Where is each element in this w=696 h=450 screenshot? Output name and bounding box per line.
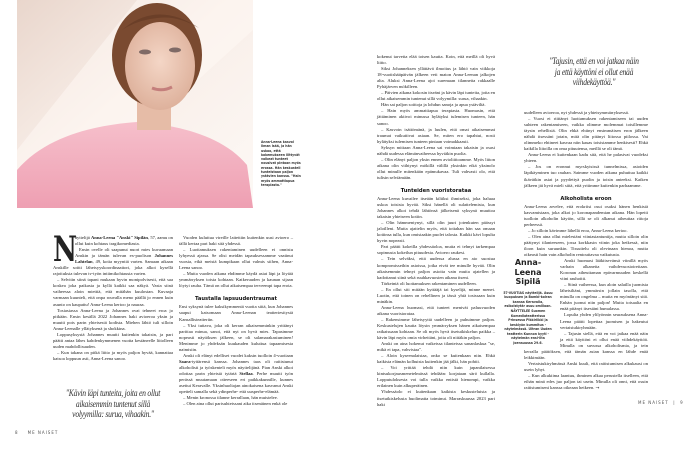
section-heading: Taustalla lapsuudentraumat: [194, 296, 277, 303]
paragraph: – Siinä vaiheessa, kun aloin salailla juomista läheisiltäni, ymmärsin jollain tasolla, että minulla on ongelma – mutta en myöntänyt sitä. Enhän juonut niin paljon! Mutta toisaalta en enää pitänyt itsestäni humalassa.: [560, 282, 648, 312]
profile-sidebar: [502, 258, 554, 346]
paragraph: Lopulta yhden ylilyönnin seurauksena Anna-Leena päätti lopettaa juomisen ja hakeutui vertaistukiryhmään.: [560, 312, 648, 330]
paragraph: – Jos on eronnut myrskyisissä tunnelmissa, asioiden läpikäyminen tuo rauhan. Saimme vuoden aikana puhuttua kaikki ikävätkin asiat ja pyydettyä puolin ja toisin anteeksi. Kaiken jälkeen jäi hyvä mieli siitä, että yritimme kuitenkin parhaamme.: [524, 164, 648, 188]
intro-paragraph: N äyttelijä Anna-Leena "Anski" Sipilän, 57, aamu on ollut kuin kohtaus tragikomediasta.: [53, 229, 173, 270]
paragraph: – Olin elänyt paljon yksin ennen avioliittoamme. Myös liiton aikana olin viihtynyt mökillä välillä yksinkin eikä yksinolo ollut minulle mitenkään epämukavaa. Tuli vahvasti olo, että tulisin selviämään.: [377, 156, 495, 180]
drop-cap: N: [53, 229, 77, 270]
paragraph: Siksi Johanneksen yllättävä ilmoitus ja lähtö vain viikkoja 18-vuotishääpäivän jälkeen veti maton Anna-Leenan jalkojen alta. Aluksi Anna-Leena ajoi suremaan tilannetta rakkaalle Pyhäjärven mökilleen.: [377, 66, 495, 90]
paragraph: Yhdessäolo ei kuitenkaan kaikista keskusteluista ja itsetutkiskelusta huolimatta toiminut. Marraskuussa 2023 pari haki: [377, 389, 495, 407]
paragraph: – Luottamuksen rakentaminen uudelleen ei onnistu lyhyessä ajassa. Se olisi meidän tapauksessamme vaatinut vuosia, eikä meistä kumpikaan ollut valmis siihen, Anna-Leena sanoo.: [179, 247, 293, 271]
paragraph: – Selvitin siinä tapani mukaan hyvin monipolvisesti, että saa koskea joka paikasta ja kyllä kaikki saa näkyä. Vasta siinä vaiheessa aloin miettiä, että mitähän kuulostan. Kuvaaja varmaan kuunteli, että onpa rouvalla meno päällä jo ennen kuin asunto on kaupattu! Anna-Leena kertoo ja nauraa.: [53, 277, 173, 307]
paragraph: – Kasvoin isättömänä, ja luulen, että omat aikaisemmat traumat vaikuttivat asiaan. Se, miten ero tapahtui, nosti hylätyksi tulemisen tunteen pintaan voimakkaasti.: [377, 126, 495, 144]
paragraph: – Tajusin siellä, että en voi jatkaa enää näin ja että käyttöni ei ollut enää viihdekäyttöä. Minulla on suvussa alkoholismia, ja tein kerralla päätöksen, että tämän asian kanssa en lähde enää leikkimään.: [524, 330, 648, 360]
right-column-2: [503, 110, 648, 392]
paragraph: Tosiasiassa Anna-Leena ja Johannes ovat tehneet eroa jo pitkään. Ensin kesällä 2022 Johannes haki avioeroa yksin ja muutti pois parin yhteisestä kodista. Miehen lähtö tuli silloin Anna-Leenalle yllätyksenä ja shokkina.: [53, 307, 173, 331]
right-column-1: [377, 54, 495, 408]
paragraph: Anna-Leena arvelee, että erokriisi osui osaksi hänen henkistä kasvamistaan, joka alkoi jo koronapandemian aikana. Hän lopetti tuolloin alkoholin käytön, sillä se oli alkanut aiheuttaa riitoja perheessä.: [524, 203, 648, 227]
paragraph: Anski huomasi lääkitsevänsä viinillä myös varhain alkaneita vaihdevuosioireitaan. Koronan aiheuttaman epävarmuuden keskellä viini rauhoitti.: [560, 258, 648, 282]
left-column-2: [179, 235, 293, 407]
paragraph: – Aloin kyseenalaistaa, onko se kuitenkaan niin. Ehkä kaikista elämän kolhuista kuitenkin jää jälki, hän pohtii.: [377, 353, 495, 365]
portrait-photo: [17, 0, 253, 208]
pull-quote: "Kävin läpi tunteita, joita en ollut aikaisemmin tuntenut sillä volyymilla: surua, vihaakin.": [65, 388, 161, 419]
paragraph: – Kun alkukiima laantuu, ihminen alkaa perustella itselleen, että eihän minä edes juo paljon tai usein. Minulla oli onni, että osuin raitistumiseni kanssa oikeaan hetkeen. →: [524, 372, 648, 392]
paragraph: – Yksi tuttava, joka oli kerran aikaisemminkin yrittänyt parittaa minua, sanoi, että nyt on hyvä mies. Tapasimme nopeasti näytöksen jälkeen, se oli salamarakastuminen! Menimme jo yhdeksän kuukauden kuluttua tapaamisesta naimisiin.: [179, 322, 293, 352]
paragraph: – Olen aina ollut parisuhteissani aika itsenäinen enkä ole: [183, 401, 288, 407]
page-number: 8: [15, 430, 19, 435]
paragraph: kokenut tarvetta elää toisen kautta. Koin, että meillä oli hyvä liitto.: [377, 54, 495, 66]
paragraph: – Voi yrittää tehdä niin kuin japanilaisessa kintsukorjausmenetelmässä tehdään: korjataan särö kullalla. Lopputuloksesta voi tulla vaikka entistä hienompi, vaikka erilainen kuin alkuperäinen.: [377, 365, 495, 389]
paragraph: Pari päätti kokeilla yhdessäoloa, mutta ei tehnyt tarkempaa sopimusta kokeilun pituudesta. Avioero raukesi.: [377, 244, 495, 256]
paragraph: Vertaistukiryhmässä Anski kuuli, että raitistumisen alkukausi on usein lyhyt.: [524, 360, 648, 372]
page-folio: [15, 430, 58, 435]
paragraph: Anna-Leena ei kuitenkaan kadu sitä, että he palasivat vuodeksi yhteen.: [524, 152, 648, 164]
paragraph: – Hain myös ammattiapua terapiasta. Huomasin, että jättäminen aktivoi minussa hylätyksi tulemisen tunteen, hän sanoo.: [377, 108, 495, 126]
paragraph: – Päivien aikana kokosin itseäni ja kävin läpi tunteita, joita en ollut aikaisemmin tuntenut sillä volyymilla: surua, vihaakin.: [377, 90, 495, 102]
paragraph: – Tein selväksi, että uudessa alussa en aio suostua kompromisseihin asioissa, jotka eivät tee minulle hyvää. Olin aikaisemmin tehnyt paljon asioita vain muita ajatellen ja kadottanut siinä sekä ruuhkavuosien aikana itseni.: [377, 256, 495, 280]
left-column-1: [53, 229, 173, 362]
paragraph: Ensi syksynä tulee kaksikymmentä vuotta siitä, kun Johannes saapui katsomaan Anna-Leenan teatteriesitystä Kansallisteatteriin.: [179, 304, 293, 322]
paragraph: – Jo silloin kävimme lähellä eroa, Anna-Leena kertoo.: [528, 227, 628, 233]
paragraph: Tärkeintä oli luottamuksen rakentaminen uudelleen.: [381, 280, 477, 286]
pull-quote: "Tajusin, että en voi jatkaa näin ja että käyttöni ei ollut enää viihdekäyttöä.": [549, 56, 639, 87]
section-heading: Alkoholista eroon: [560, 195, 612, 202]
paragraph: uudelleen avioeroa, nyt yhdessä ja yhteisymmärryksessä.: [524, 110, 629, 115]
section-heading: Tunteiden vuoristorataa: [400, 187, 472, 194]
paragraph: – Menin kronossa tilanne kerrallaan, hän muistelee.: [183, 395, 278, 401]
paragraph: – Kun takana on pitkä liitto ja myös paljon hyvää, kannattaa katsoa loppuun asti, Anna-Leena sanoo.: [53, 349, 173, 361]
paragraph: Vuoden kuluttua vireille laitettiin kuitenkin uusi avioero – tällä kertaa pari haki sitä yhdessä.: [179, 235, 293, 247]
photo-caption: Anna-Leena kasvoi ilman isää, ja hän uskoo, että kokemukseen liittyvät vaikeat tunteet nousivat pintaan myös erossa. Hän keskusteli tunteistaan paljon ystävien kanssa. "Hain myös ammattiapua terapiasta.": [261, 140, 301, 187]
page-folio: ME NAISET | 9: [638, 400, 684, 405]
sidebar-bio: 57-VUOTIAS näyttelijä. Asuu kuopuksen ja Bambi-koiran kanssa Keravalla, esikoistytär asuu omillaan. NÄYTTELEE Suomen Komediateatterissa Prinsessa Pikkiriikki ja keskiyön kummitus -näytelmässä. Ultran Uuden teatterin Kunnon kyyti -näytelmän ensi-ilta Joensuussa 29.6.: [503, 290, 553, 346]
paragraph: – En ollut siti mitään kyttääjä tai kyselijä, minne menet. Luotin, että toinen on rehellinen ja tässä yhtä tosissaan kuin minäkin.: [377, 286, 495, 304]
paragraph: Ensin ovelle oli saapunut nuori mies kuvaamaan Anskin ja tämän tulevan ex-puolison Johannes Lahtelan, 49, kotia myyntiä varten. Samaan aikaan Anskille soitti läheisyyskoordinaattori, joka alkoi kysellä rajoituksia tulevan tv-työn intiimikohtausta varten.: [53, 247, 173, 277]
magazine-name: ME NAISET: [638, 400, 669, 405]
paragraph: Anski oli elänyt edelliset vuodet kaksin tuolloin 4-vuotiaan Saara-tyttärensä kanssa. Johannes taas oli raitistunut alkoholisti ja työskenteli myös näyttelijänä. Pian Anski alkoi odottaa parin yhteistä tytärtä Stellaa. Perhe muutti työn perässä muutamaan otteeseen eri paikkakunnille, kunnes asettui Keravalle. Yksinhuoltajan ainokaisena kasvanut Anski opetteli samalla sekä ydinperhe- että uusperhe-elämää.: [179, 352, 293, 395]
paragraph: – Mutta vuoden aikana ehdimme käydä asiat läpi ja löytää ymmärryksen toista kohtaan. Katkeruuden ja kaunan sijaan löytyi rauha. Tämä on ollut aikaisempaa terveempi tapa erota.: [179, 271, 293, 289]
paragraph: Hän sai paljon soittoja ja lohdun sanoja ja apua ystäviltä.: [381, 102, 486, 108]
paragraph: – Olin hämmentynyt, sillä olin juuri jotenkuten päässyt jaloilleni. Mutta ajattelin myös, että tottahan hän saa omaan kotiinsa tulla, kun omistaakin puolet talosta. Kaikki kävi lopulta hyvin nopeasti.: [377, 220, 495, 244]
paragraph: – Olen aina ollut mielestäni viiniasiantuntija, mutta silloin olin päätynyt tilanteeseen, jossa korkkasin viinin joka hetkessä, niin iloon kuin suruunkin. Tissuttelu oli olevinaan hienoa, mutta oikeasti hain vain alkoholin rentouttavaa vaikutusta.: [524, 233, 648, 257]
magazine-name: ME NAISET: [27, 430, 59, 435]
paragraph: – Rakensimme läheisyyttä uudelleen ja puhuimme paljon. Keskustelujen kautta löysin ymmärryksen hänen aikaisempaa ratkaisuaan kohtaan. Se oli myös hyvä itsetutkiskelun paikka – kävin läpi myös omia virheitäni, joita oli niitäkin paljon.: [377, 316, 495, 341]
paragraph: Anski on aina hokenut vaikeissa tilanteissa sananlaskua "se, mikä ei tapa, vahvistaa".: [377, 341, 495, 353]
sidebar-name: Anna-Leena Sipilä: [514, 258, 542, 287]
paragraph: Anna-Leena kuvailee itseään kiltiksi ihmiseksi, joka haluaa uskoa toisista hyvää. Siksi hänellä oli sulattelemista, kun Johannes alkoi tehdä lähtönsä jälkeisenä syksynä muuttoa takaisin yhteiseen kotiin.: [377, 195, 495, 220]
paragraph: – Vuosi ei riittänyt luottamuksen rakentamiseen tai uuden suhteen rakentamiseen, vaikka olimme molemmat toisillemme täysin rehellisiä. Olin ehkä ehtinyt ensimmäisen eron jälkeen nähdä itsessäni jotain, mitä olin pitänyt liitossa piilossa. Vai olimmeko ehtineet kasvaa niin kauas toisistamme henkisesti? Ehkä kaikilla liitoilla on oma pituutensa, meillä se oli tämä.: [524, 116, 648, 152]
right-page: [348, 0, 696, 450]
paragraph: Syksyn mittaan Anna-Leena sai voimiaan takaisin ja osasi nähdä uudessa elämänvaiheessa hyviäkin puolia.: [377, 144, 495, 156]
page-number: 9: [680, 400, 684, 405]
continue-arrow-icon: →: [595, 386, 600, 392]
paragraph: Loppusyksystä Johannes muutti kuitenkin takaisin, ja pari päätti antaa lähes kahdenkymmenen vuotta kestäneelle liitolleen uuden mahdollisuuden.: [53, 331, 173, 349]
paragraph: Anna-Leena huomasi, että tunteet menivät paluuvuoden aikana vuoristorataa.: [377, 304, 495, 316]
